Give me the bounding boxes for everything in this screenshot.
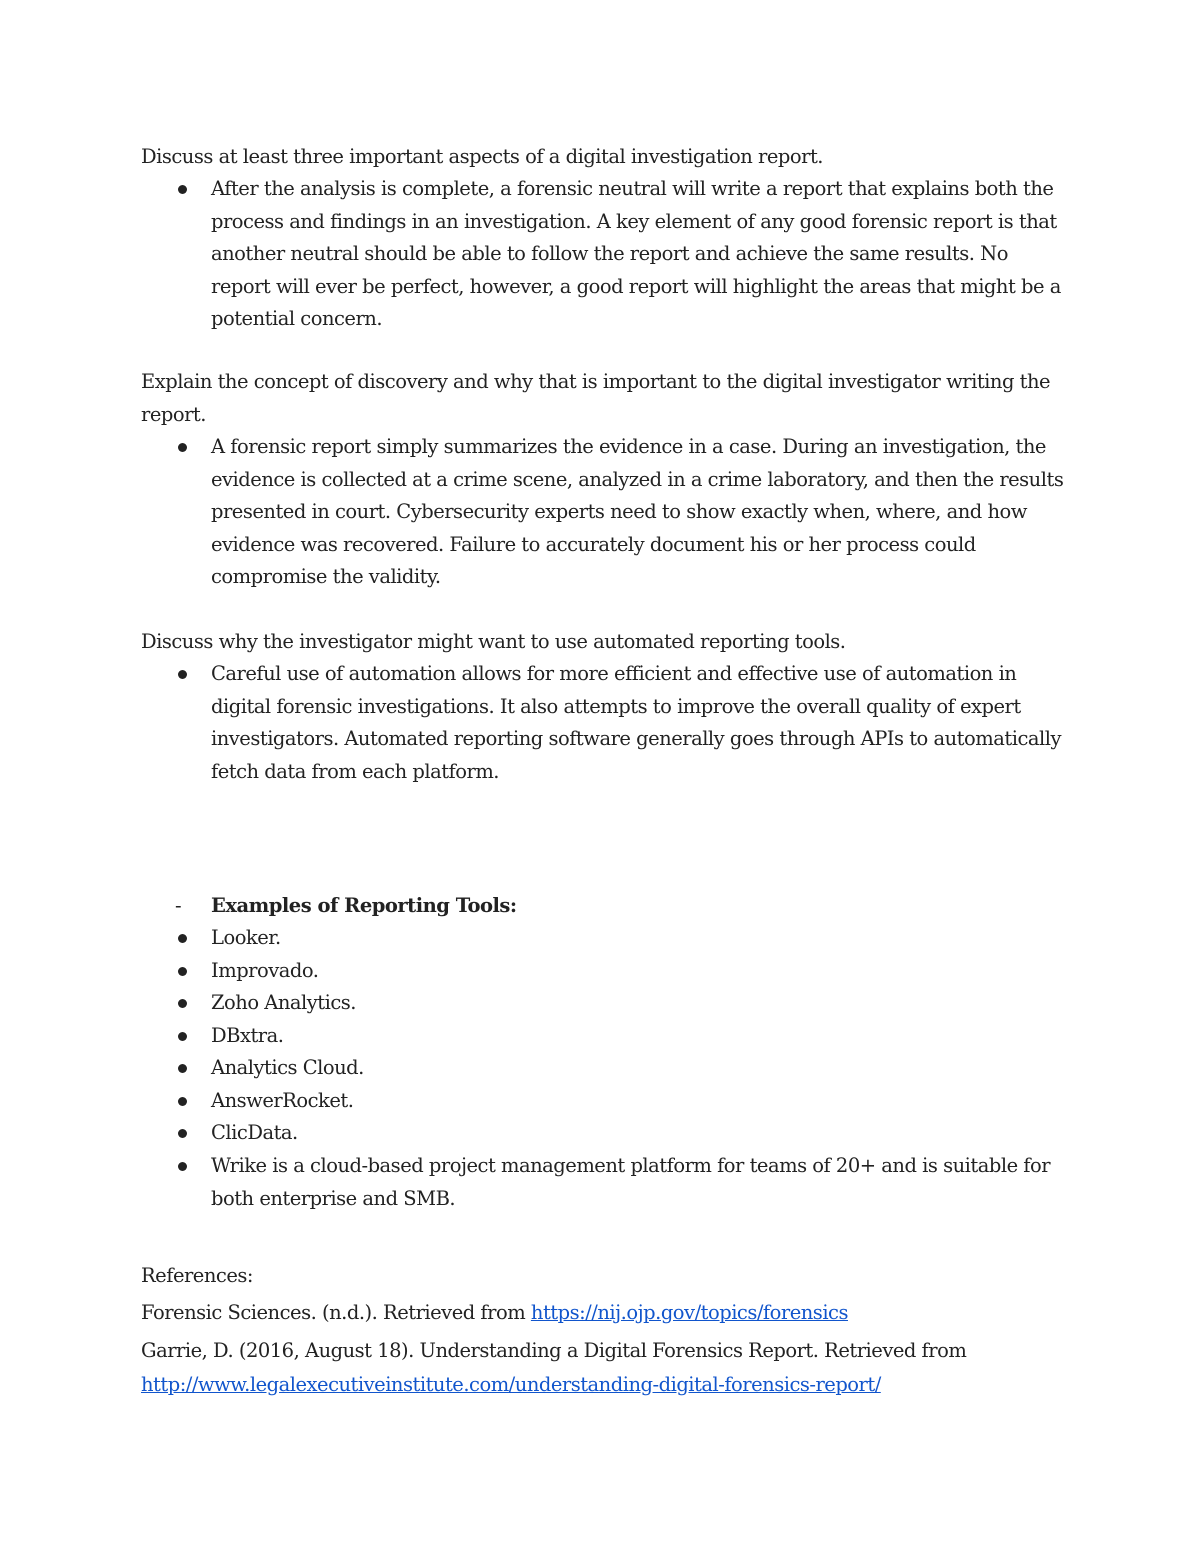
tool-item bbox=[211, 987, 1071, 1020]
references-heading: References: bbox=[141, 1264, 253, 1287]
reference-text: Garrie, D. (2016, August 18). Understanding a Digital Forensics Report. Retrieved from bbox=[141, 1339, 967, 1362]
tools-heading-text: Examples of Reporting Tools: bbox=[211, 894, 517, 917]
tool-item-text: ClicData. bbox=[211, 1121, 298, 1144]
reference-entry bbox=[141, 1334, 1071, 1402]
tool-item-text: Zoho Analytics. bbox=[211, 991, 357, 1014]
answer-2 bbox=[211, 431, 1071, 594]
bullet-icon bbox=[178, 670, 187, 679]
tool-item-text: Looker. bbox=[211, 926, 281, 949]
bullet-icon bbox=[178, 934, 187, 943]
tool-item bbox=[211, 1150, 1071, 1215]
bullet-icon bbox=[178, 1032, 187, 1041]
bullet-icon bbox=[178, 1162, 187, 1171]
reference-link[interactable]: https://nij.ojp.gov/topics/forensics bbox=[530, 1301, 848, 1324]
tool-item-text: DBxtra. bbox=[211, 1024, 284, 1047]
question-2: Explain the concept of discovery and why that is important to the digital investigator writing the report. bbox=[141, 370, 1051, 426]
bullet-icon bbox=[178, 443, 187, 452]
bullet-icon bbox=[178, 999, 187, 1008]
tool-item bbox=[211, 1052, 1071, 1085]
reference-text: Forensic Sciences. (n.d.). Retrieved from bbox=[141, 1301, 531, 1324]
tool-item-text: Wrike is a cloud-based project management platform for teams of 20+ and is suitable for both enterprise and SMB. bbox=[211, 1154, 1051, 1210]
tool-item-text: Analytics Cloud. bbox=[211, 1056, 364, 1079]
tool-item bbox=[211, 1117, 1071, 1150]
reference-link[interactable]: http://www.legalexecutiveinstitute.com/understanding-digital-forensics-report/ bbox=[141, 1373, 881, 1396]
tool-item bbox=[211, 955, 1071, 988]
bullet-icon bbox=[178, 1097, 187, 1106]
answer-3 bbox=[211, 658, 1071, 788]
tool-item bbox=[211, 922, 1071, 955]
answer-2-text: A forensic report simply summarizes the evidence in a case. During an investigation, the evidence is collected at a crime scene, analyzed in a crime laboratory, and then the results presented in court. Cybersecurity experts need to show exactly when, where, and how evidence was recovered. Failure to accurately document his or her process could compromise the validity. bbox=[211, 435, 1064, 589]
question-1: Discuss at least three important aspects of a digital investigation report. bbox=[141, 145, 823, 168]
bullet-icon bbox=[178, 185, 187, 194]
question-3: Discuss why the investigator might want to use automated reporting tools. bbox=[141, 630, 846, 653]
tool-item-text: AnswerRocket. bbox=[211, 1089, 354, 1112]
tool-item-text: Improvado. bbox=[211, 959, 319, 982]
dash-marker: - bbox=[175, 894, 182, 917]
tool-item bbox=[211, 1085, 1071, 1118]
tools-heading bbox=[175, 890, 1071, 923]
answer-1-text: After the analysis is complete, a forensic neutral will write a report that explains both the process and findings in an investigation. A key element of any good forensic report is that another neutral should be able to follow the report and achieve the same results. No report will ever be perfect, however, a good report will highlight the areas that might be a potential concern. bbox=[211, 177, 1061, 331]
answer-3-text: Careful use of automation allows for more efficient and effective use of automation in digital forensic investigations. It also attempts to improve the overall quality of expert investigators. Automated reporting software generally goes through APIs to automatically fetch data from each platform. bbox=[211, 662, 1061, 783]
reference-entry bbox=[141, 1296, 1071, 1330]
answer-1 bbox=[211, 173, 1071, 336]
bullet-icon bbox=[178, 967, 187, 976]
bullet-icon bbox=[178, 1064, 187, 1073]
bullet-icon bbox=[178, 1129, 187, 1138]
tool-item bbox=[211, 1020, 1071, 1053]
